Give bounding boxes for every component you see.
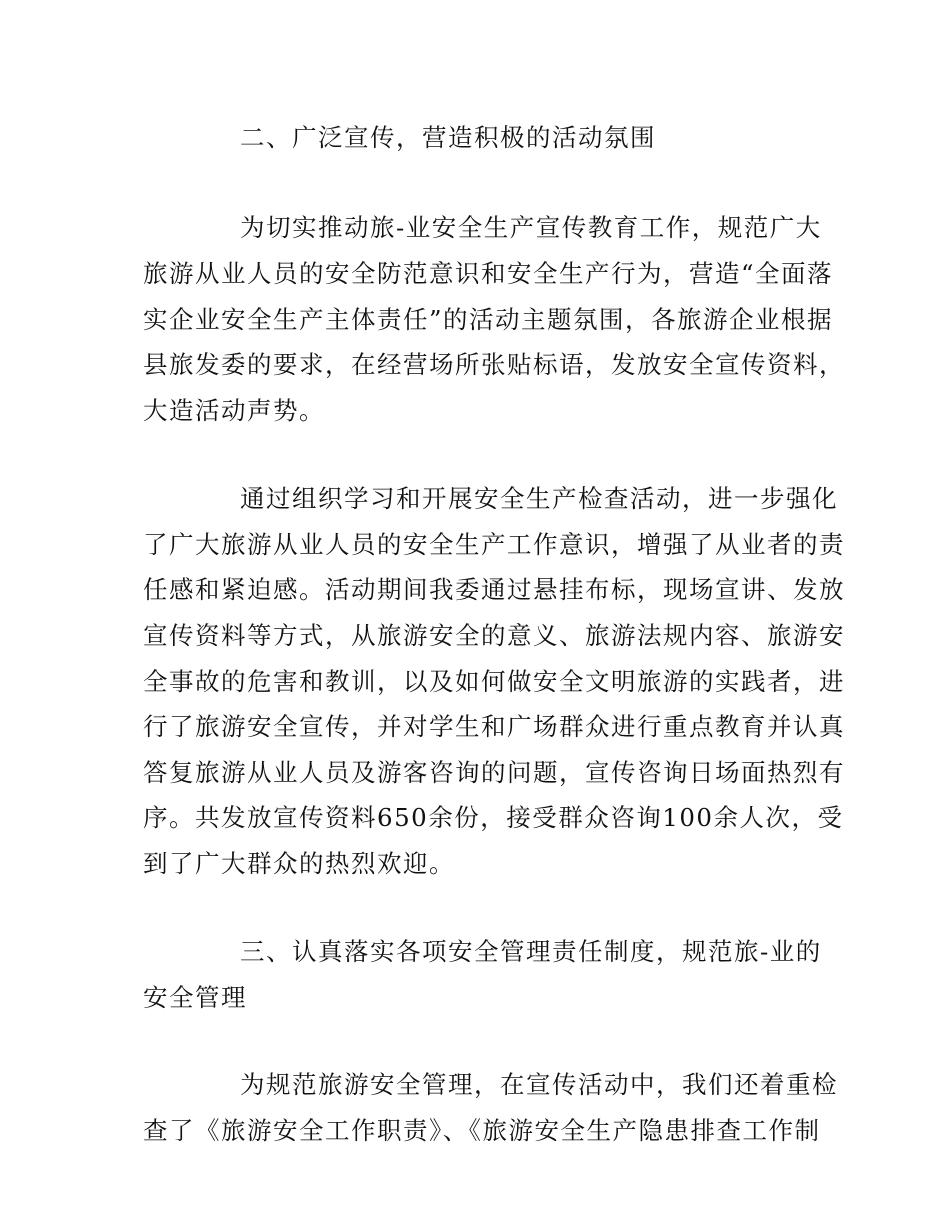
paragraph-line: 行了旅游安全宣传，并对学生和广场群众进行重点教育并认真	[143, 712, 845, 741]
paragraph-line: 为切实推动旅-业安全生产宣传教育工作，规范广大	[240, 213, 822, 242]
paragraph-line: 全事故的危害和教训，以及如何做安全文明旅游的实践者，进	[143, 667, 845, 696]
paragraph-line: 查了《旅游安全工作职责》、《旅游安全生产隐患排查工作制	[143, 1116, 821, 1145]
paragraph-line: 任感和紧迫感。活动期间我委通过悬挂布标，现场宣讲、发放	[143, 575, 845, 604]
paragraph-line: 县旅发委的要求，在经营场所张贴标语，发放安全宣传资料，	[143, 350, 845, 379]
paragraph-line: 为规范旅游安全管理，在宣传活动中，我们还着重检	[240, 1070, 838, 1099]
section-heading-3: 三、认真落实各项安全管理责任制度，规范旅-业的	[240, 937, 822, 966]
paragraph-line: 宣传资料等方式，从旅游安全的意义、旅游法规内容、旅游安	[143, 621, 845, 650]
paragraph-line: 旅游从业人员的安全防范意识和安全生产行为，营造“全面落	[143, 259, 834, 288]
paragraph-line: 序。共发放宣传资料650余份，接受群众咨询100余人次，受	[143, 803, 844, 832]
paragraph-line: 答复旅游从业人员及游客咨询的问题，宣传咨询日场面热烈有	[143, 758, 845, 787]
paragraph-line: 通过组织学习和开展安全生产检查活动，进一步强化	[240, 484, 838, 513]
paragraph-line: 实企业安全生产主体责任”的活动主题氛围，各旅游企业根据	[143, 305, 834, 334]
section-heading-2: 二、广泛宣传，营造积极的活动氛围	[240, 123, 656, 152]
section-heading-3-continued: 安全管理	[143, 983, 247, 1012]
paragraph-line: 到了广大群众的热烈欢迎。	[143, 849, 455, 878]
paragraph-line: 大造活动声势。	[143, 396, 325, 425]
paragraph-line: 了广大旅游从业人员的安全生产工作意识，增强了从业者的责	[143, 530, 845, 559]
